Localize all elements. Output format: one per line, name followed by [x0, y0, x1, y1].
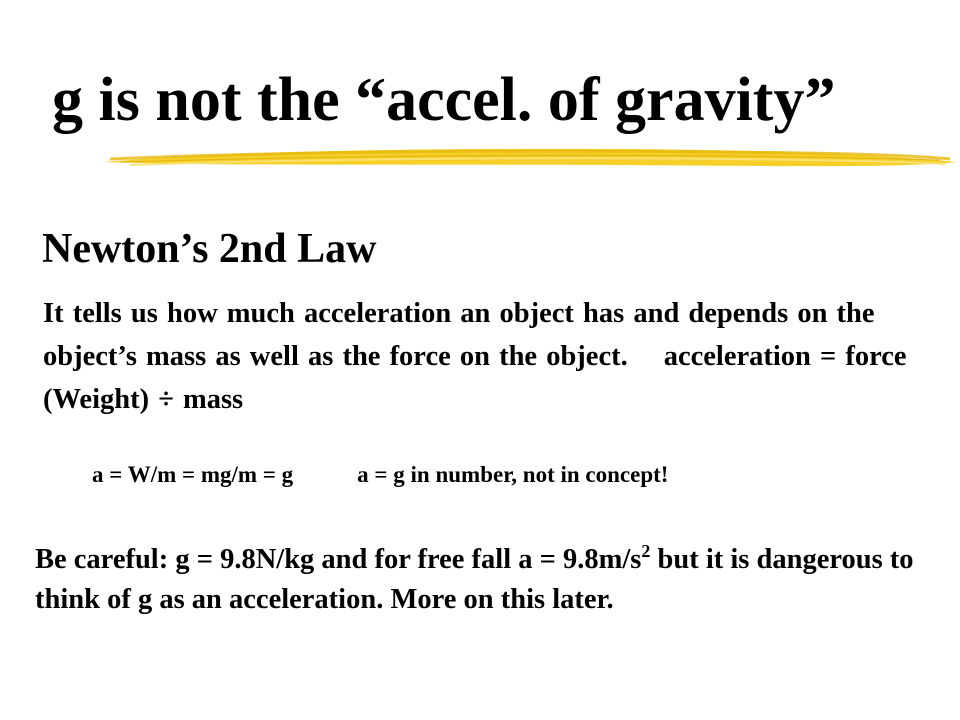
equations-line: [92, 462, 668, 487]
caution-text-end: but it is dangerous to think of g as an acceleration. More on this later.: [35, 544, 914, 615]
definition-paragraph: [43, 292, 923, 421]
definition-text: It tells us how much acceleration an object has and depends on the object’s mass as well as the force on the object.: [43, 298, 875, 372]
equation-derivation: a = W/m = mg/m = g: [92, 462, 294, 487]
section-heading: Newton’s 2nd Law: [42, 226, 377, 272]
acceleration-formula: acceleration = force (Weight) ÷ mass: [43, 341, 907, 415]
caution-text-start: Be careful: g = 9.8N/kg and for free fall a = 9.8m/s: [35, 544, 642, 575]
title-underline-stroke: [100, 132, 960, 180]
slide-title: g is not the “accel. of gravity”: [52, 66, 836, 134]
equation-note: a = g in number, not in concept!: [357, 462, 669, 487]
exponent-superscript: 2: [641, 541, 651, 561]
caution-paragraph: [35, 540, 935, 620]
